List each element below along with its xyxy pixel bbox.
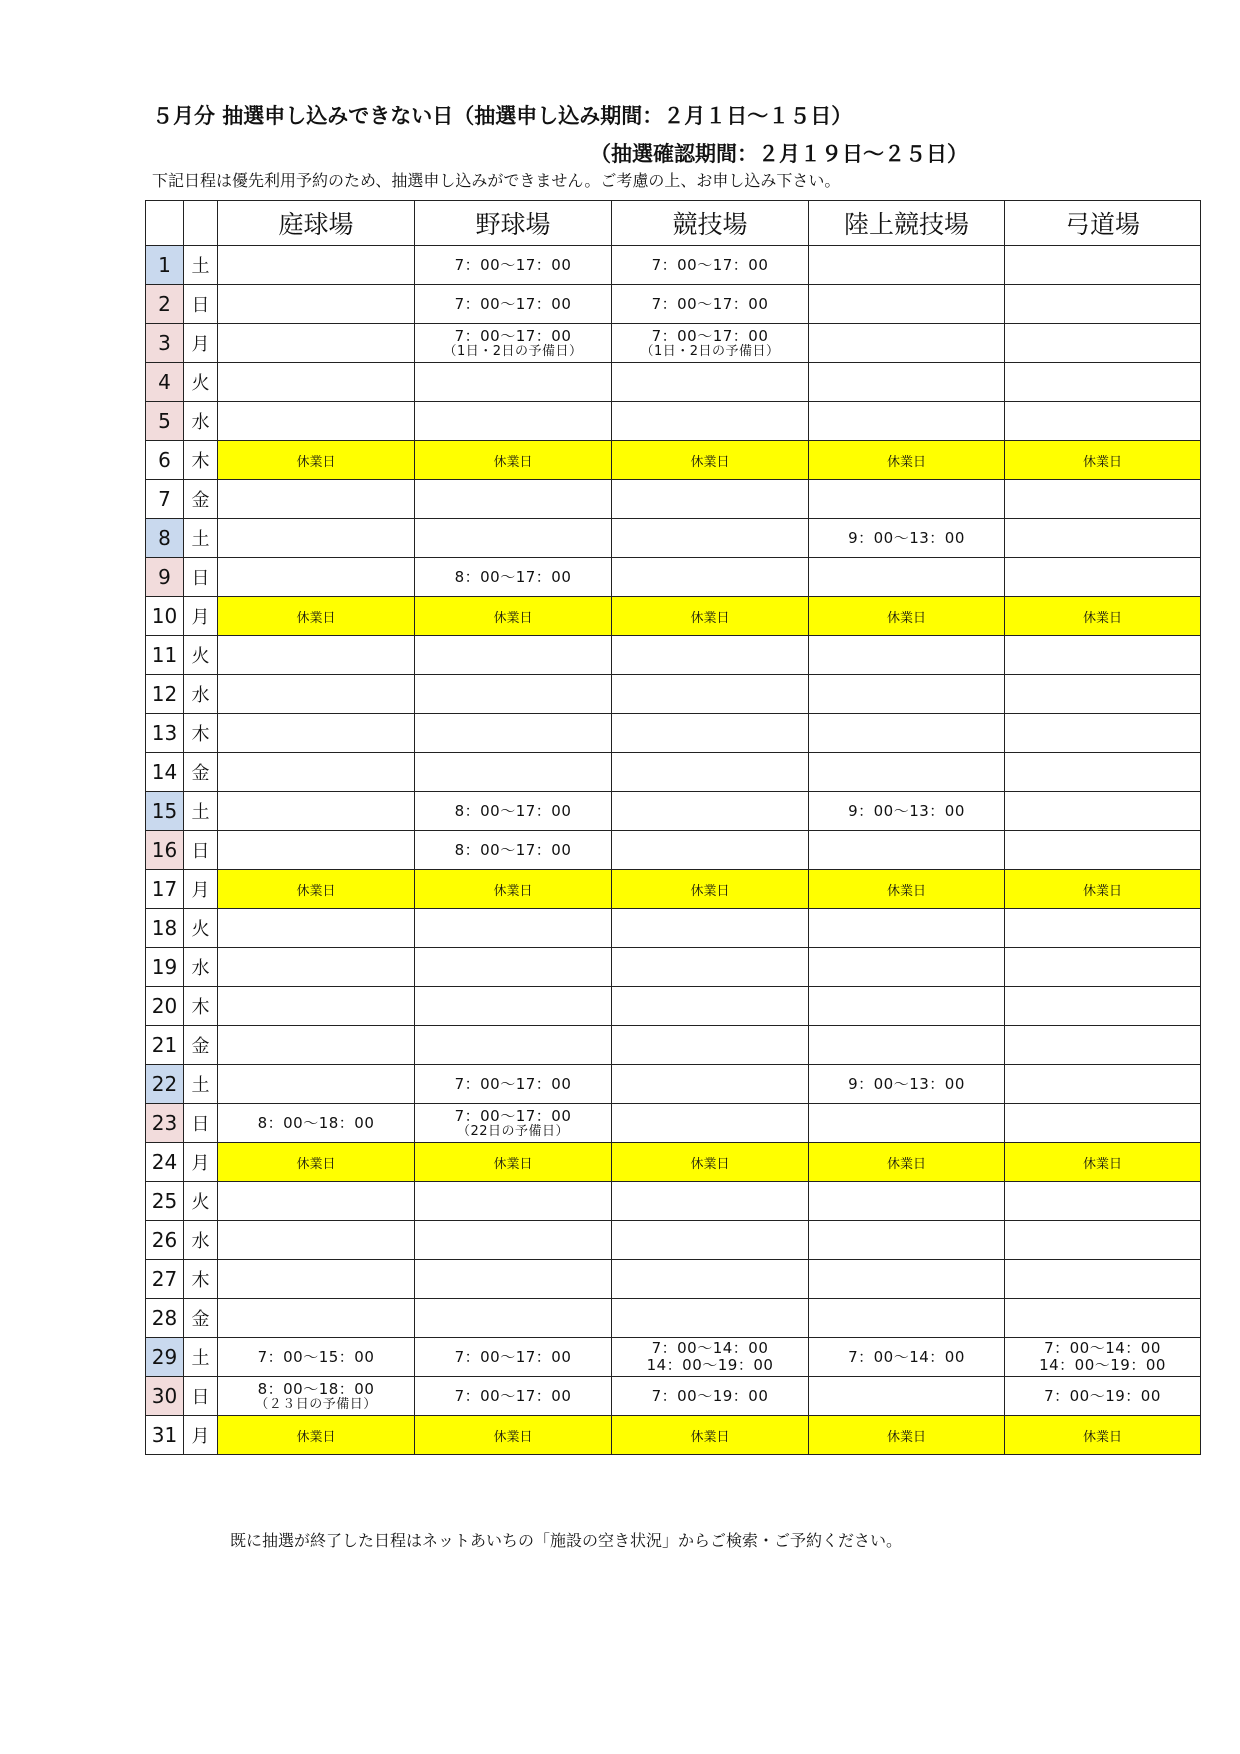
closed-day-cell: 休業日 [218,1143,415,1182]
weekday: 水 [184,948,218,987]
day-number: 1 [146,246,184,285]
slot-baseball-field [415,909,612,948]
closed-day-cell: 休業日 [218,1416,415,1455]
slot-archery-range [1005,909,1201,948]
day-number: 24 [146,1143,184,1182]
slot-baseball-field [415,1104,612,1143]
day-number: 10 [146,597,184,636]
slot-stadium [612,909,809,948]
slot-tennis-court [218,285,415,324]
slot-archery-range [1005,753,1201,792]
slot-baseball-field [415,480,612,519]
slot-archery-range [1005,987,1201,1026]
slot-archery-range [1005,324,1201,363]
slot-stadium [612,246,809,285]
slot-athletics-stadium [809,246,1005,285]
slot-athletics-stadium [809,675,1005,714]
slot-baseball-field [415,1260,612,1299]
time-slot: 7：00～17：00 [454,1074,572,1093]
slot-baseball-field [415,285,612,324]
time-slot: 7：00～14：00 [848,1347,965,1366]
reserve-day-note: （22日の予備日） [456,1123,570,1139]
slot-archery-range [1005,792,1201,831]
table-row [146,246,1201,285]
slot-baseball-field [415,1065,612,1104]
slot-stadium [612,558,809,597]
day-number: 14 [146,753,184,792]
slot-tennis-court [218,1338,415,1377]
slot-archery-range [1005,480,1201,519]
day-number: 7 [146,480,184,519]
table-row [146,597,1201,636]
time-slot: 7：00～17：00 [454,326,572,345]
time-slot: 7：00～17：00 [454,1347,572,1366]
day-number: 28 [146,1299,184,1338]
slot-stadium [612,675,809,714]
header-day [146,201,184,246]
table-row [146,1338,1201,1377]
closed-day-cell: 休業日 [809,870,1005,909]
slot-archery-range [1005,402,1201,441]
slot-archery-range [1005,1104,1201,1143]
slot-athletics-stadium [809,753,1005,792]
day-number: 25 [146,1182,184,1221]
slot-baseball-field [415,831,612,870]
slot-stadium [612,714,809,753]
reserve-day-note: （1日・2日の予備日） [443,343,583,359]
closed-day-cell: 休業日 [809,1416,1005,1455]
weekday: 土 [184,1338,218,1377]
weekday: 木 [184,1260,218,1299]
slot-baseball-field [415,402,612,441]
table-row [146,987,1201,1026]
time-slot: 9：00～13：00 [848,1074,965,1093]
slot-athletics-stadium [809,1065,1005,1104]
closed-day-cell: 休業日 [612,870,809,909]
slot-stadium [612,987,809,1026]
page-title: ５月分 抽選申し込みできない日（抽選申し込み期間：２月１日～１５日） [152,104,853,128]
slot-baseball-field [415,1377,612,1416]
closed-day-cell: 休業日 [1005,597,1201,636]
slot-tennis-court [218,1260,415,1299]
slot-stadium [612,1182,809,1221]
confirmation-period: （抽選確認期間：２月１９日～２５日） [590,142,968,166]
closed-day-cell: 休業日 [415,1416,612,1455]
closed-day-cell: 休業日 [218,441,415,480]
slot-athletics-stadium [809,1299,1005,1338]
time-slot: 7：00～14：00 [651,1339,769,1357]
table-row [146,1260,1201,1299]
time-slot: 7：00～17：00 [454,255,572,274]
closed-day-cell: 休業日 [612,1143,809,1182]
weekday: 火 [184,1182,218,1221]
slot-tennis-court [218,519,415,558]
slot-archery-range [1005,285,1201,324]
day-number: 8 [146,519,184,558]
time-slot: 7：00～14：00 [1044,1339,1161,1357]
slot-archery-range [1005,1377,1201,1416]
weekday: 木 [184,987,218,1026]
time-slot: 8：00～17：00 [454,840,572,859]
slot-tennis-court [218,1065,415,1104]
weekday: 月 [184,1143,218,1182]
slot-stadium [612,402,809,441]
time-slot: 14：00～19：00 [1039,1356,1166,1374]
table-row [146,948,1201,987]
slot-baseball-field [415,753,612,792]
slot-baseball-field [415,714,612,753]
slot-athletics-stadium [809,636,1005,675]
header-weekday [184,201,218,246]
slot-baseball-field [415,1299,612,1338]
slot-athletics-stadium [809,480,1005,519]
table-row [146,792,1201,831]
table-body [146,246,1201,1455]
slot-athletics-stadium [809,792,1005,831]
day-number: 4 [146,363,184,402]
table-row [146,558,1201,597]
slot-tennis-court [218,363,415,402]
day-number: 26 [146,1221,184,1260]
slot-tennis-court [218,1104,415,1143]
slot-athletics-stadium [809,324,1005,363]
slot-athletics-stadium [809,1377,1005,1416]
slot-stadium [612,1299,809,1338]
time-slot: 7：00～15：00 [257,1347,375,1366]
weekday: 月 [184,1416,218,1455]
time-slot: 8：00～17：00 [454,567,572,586]
reserve-day-note: （２３日の予備日） [255,1396,377,1412]
slot-athletics-stadium [809,402,1005,441]
slot-tennis-court [218,753,415,792]
day-number: 22 [146,1065,184,1104]
time-slot: 7：00～17：00 [454,1106,572,1125]
time-slot: 7：00～17：00 [454,1386,572,1405]
weekday: 月 [184,870,218,909]
slot-stadium [612,1026,809,1065]
slot-baseball-field [415,519,612,558]
slot-archery-range [1005,1260,1201,1299]
closed-day-cell: 休業日 [809,597,1005,636]
slot-athletics-stadium [809,948,1005,987]
weekday: 金 [184,1299,218,1338]
notice-text: 下記日程は優先利用予約のため、抽選申し込みができません。ご考慮の上、お申し込み下さい。 [152,171,841,190]
slot-stadium [612,1260,809,1299]
weekday: 火 [184,636,218,675]
day-number: 31 [146,1416,184,1455]
slot-athletics-stadium [809,1104,1005,1143]
slot-archery-range [1005,1065,1201,1104]
day-number: 12 [146,675,184,714]
weekday: 金 [184,1026,218,1065]
day-number: 5 [146,402,184,441]
time-slot: 8：00～18：00 [257,1379,375,1398]
closed-day-cell: 休業日 [809,1143,1005,1182]
closed-day-cell: 休業日 [1005,1143,1201,1182]
slot-tennis-court [218,1299,415,1338]
closed-day-cell: 休業日 [1005,441,1201,480]
slot-tennis-court [218,324,415,363]
slot-athletics-stadium [809,1260,1005,1299]
weekday: 土 [184,792,218,831]
slot-archery-range [1005,948,1201,987]
table-row [146,831,1201,870]
slot-athletics-stadium [809,909,1005,948]
slot-baseball-field [415,636,612,675]
slot-tennis-court [218,1026,415,1065]
day-number: 9 [146,558,184,597]
weekday: 日 [184,831,218,870]
reserve-day-note: （1日・2日の予備日） [640,343,780,359]
time-slot: 7：00～17：00 [651,255,769,274]
closed-day-cell: 休業日 [1005,870,1201,909]
weekday: 水 [184,1221,218,1260]
table-header-row [146,201,1201,246]
table-row [146,1104,1201,1143]
slot-stadium [612,831,809,870]
table-row [146,1026,1201,1065]
slot-stadium [612,636,809,675]
slot-tennis-court [218,831,415,870]
closed-day-cell: 休業日 [612,441,809,480]
day-number: 15 [146,792,184,831]
header-athletics-stadium: 陸上競技場 [809,201,1005,246]
time-slot: 9：00～13：00 [848,801,965,820]
table-row [146,675,1201,714]
slot-stadium [612,753,809,792]
slot-baseball-field [415,558,612,597]
slot-archery-range [1005,831,1201,870]
day-number: 11 [146,636,184,675]
slot-archery-range [1005,1221,1201,1260]
slot-tennis-court [218,1221,415,1260]
slot-stadium [612,792,809,831]
day-number: 18 [146,909,184,948]
slot-tennis-court [218,636,415,675]
weekday: 火 [184,363,218,402]
time-slot: 9：00～13：00 [848,528,965,547]
table-row [146,363,1201,402]
weekday: 月 [184,597,218,636]
day-number: 13 [146,714,184,753]
day-number: 29 [146,1338,184,1377]
slot-baseball-field [415,1338,612,1377]
slot-archery-range [1005,675,1201,714]
slot-baseball-field [415,675,612,714]
closed-day-cell: 休業日 [809,441,1005,480]
slot-baseball-field [415,1182,612,1221]
slot-athletics-stadium [809,1182,1005,1221]
weekday: 木 [184,441,218,480]
slot-athletics-stadium [809,831,1005,870]
slot-baseball-field [415,324,612,363]
time-slot: 8：00～18：00 [257,1113,375,1132]
slot-archery-range [1005,1338,1201,1377]
closed-day-cell: 休業日 [612,1416,809,1455]
slot-athletics-stadium [809,1221,1005,1260]
slot-archery-range [1005,636,1201,675]
slot-archery-range [1005,1026,1201,1065]
weekday: 土 [184,1065,218,1104]
closed-day-cell: 休業日 [415,870,612,909]
closed-day-cell: 休業日 [415,441,612,480]
slot-tennis-court [218,558,415,597]
slot-athletics-stadium [809,714,1005,753]
table-row [146,285,1201,324]
slot-baseball-field [415,1026,612,1065]
day-number: 6 [146,441,184,480]
table-row [146,1143,1201,1182]
weekday: 日 [184,558,218,597]
day-number: 27 [146,1260,184,1299]
table-row [146,1377,1201,1416]
reservation-table [145,200,1201,1455]
table-row [146,402,1201,441]
slot-archery-range [1005,558,1201,597]
table-row [146,753,1201,792]
table-row [146,1065,1201,1104]
slot-stadium [612,519,809,558]
slot-stadium [612,1338,809,1377]
slot-tennis-court [218,714,415,753]
slot-archery-range [1005,714,1201,753]
footer-note: 既に抽選が終了した日程はネットあいちの「施設の空き状況」からご検索・ご予約ください。 [230,1531,903,1550]
header-tennis-court: 庭球場 [218,201,415,246]
closed-day-cell: 休業日 [612,597,809,636]
closed-day-cell: 休業日 [218,870,415,909]
slot-tennis-court [218,402,415,441]
day-number: 3 [146,324,184,363]
day-number: 21 [146,1026,184,1065]
table-row [146,714,1201,753]
day-number: 17 [146,870,184,909]
slot-tennis-court [218,1182,415,1221]
slot-baseball-field [415,792,612,831]
weekday: 月 [184,324,218,363]
day-number: 2 [146,285,184,324]
slot-stadium [612,1104,809,1143]
slot-archery-range [1005,363,1201,402]
time-slot: 8：00～17：00 [454,801,572,820]
time-slot: 7：00～19：00 [651,1386,769,1405]
time-slot: 7：00～17：00 [651,326,769,345]
time-slot: 7：00～19：00 [1044,1386,1161,1405]
slot-baseball-field [415,246,612,285]
day-number: 30 [146,1377,184,1416]
slot-stadium [612,1065,809,1104]
table-row [146,909,1201,948]
table-row [146,1299,1201,1338]
weekday: 日 [184,1377,218,1416]
slot-stadium [612,1221,809,1260]
header-stadium: 競技場 [612,201,809,246]
slot-archery-range [1005,519,1201,558]
weekday: 日 [184,1104,218,1143]
closed-day-cell: 休業日 [415,597,612,636]
table-row [146,1221,1201,1260]
slot-athletics-stadium [809,1338,1005,1377]
slot-baseball-field [415,363,612,402]
table-row [146,1182,1201,1221]
table-row [146,480,1201,519]
slot-baseball-field [415,1221,612,1260]
slot-tennis-court [218,909,415,948]
slot-tennis-court [218,675,415,714]
table-row [146,519,1201,558]
weekday: 金 [184,753,218,792]
slot-stadium [612,948,809,987]
slot-athletics-stadium [809,285,1005,324]
weekday: 金 [184,480,218,519]
slot-baseball-field [415,948,612,987]
table-row [146,1416,1201,1455]
closed-day-cell: 休業日 [415,1143,612,1182]
slot-tennis-court [218,948,415,987]
weekday: 火 [184,909,218,948]
slot-athletics-stadium [809,558,1005,597]
weekday: 日 [184,285,218,324]
table-row [146,441,1201,480]
day-number: 19 [146,948,184,987]
weekday: 水 [184,675,218,714]
slot-athletics-stadium [809,987,1005,1026]
slot-tennis-court [218,987,415,1026]
header-archery-range: 弓道場 [1005,201,1201,246]
weekday: 土 [184,519,218,558]
day-number: 20 [146,987,184,1026]
weekday: 水 [184,402,218,441]
time-slot: 7：00～17：00 [454,294,572,313]
slot-baseball-field [415,987,612,1026]
table-row [146,324,1201,363]
day-number: 16 [146,831,184,870]
slot-tennis-court [218,1377,415,1416]
slot-stadium [612,1377,809,1416]
table-row [146,636,1201,675]
day-number: 23 [146,1104,184,1143]
slot-athletics-stadium [809,519,1005,558]
weekday: 木 [184,714,218,753]
table-row [146,870,1201,909]
slot-tennis-court [218,246,415,285]
slot-stadium [612,363,809,402]
slot-stadium [612,285,809,324]
slot-archery-range [1005,246,1201,285]
closed-day-cell: 休業日 [1005,1416,1201,1455]
slot-athletics-stadium [809,1026,1005,1065]
slot-archery-range [1005,1182,1201,1221]
time-slot: 7：00～17：00 [651,294,769,313]
header-baseball-field: 野球場 [415,201,612,246]
slot-archery-range [1005,1299,1201,1338]
slot-tennis-court [218,480,415,519]
slot-stadium [612,480,809,519]
time-slot: 14：00～19：00 [646,1356,774,1374]
slot-stadium [612,324,809,363]
slot-tennis-court [218,792,415,831]
slot-athletics-stadium [809,363,1005,402]
closed-day-cell: 休業日 [218,597,415,636]
weekday: 土 [184,246,218,285]
